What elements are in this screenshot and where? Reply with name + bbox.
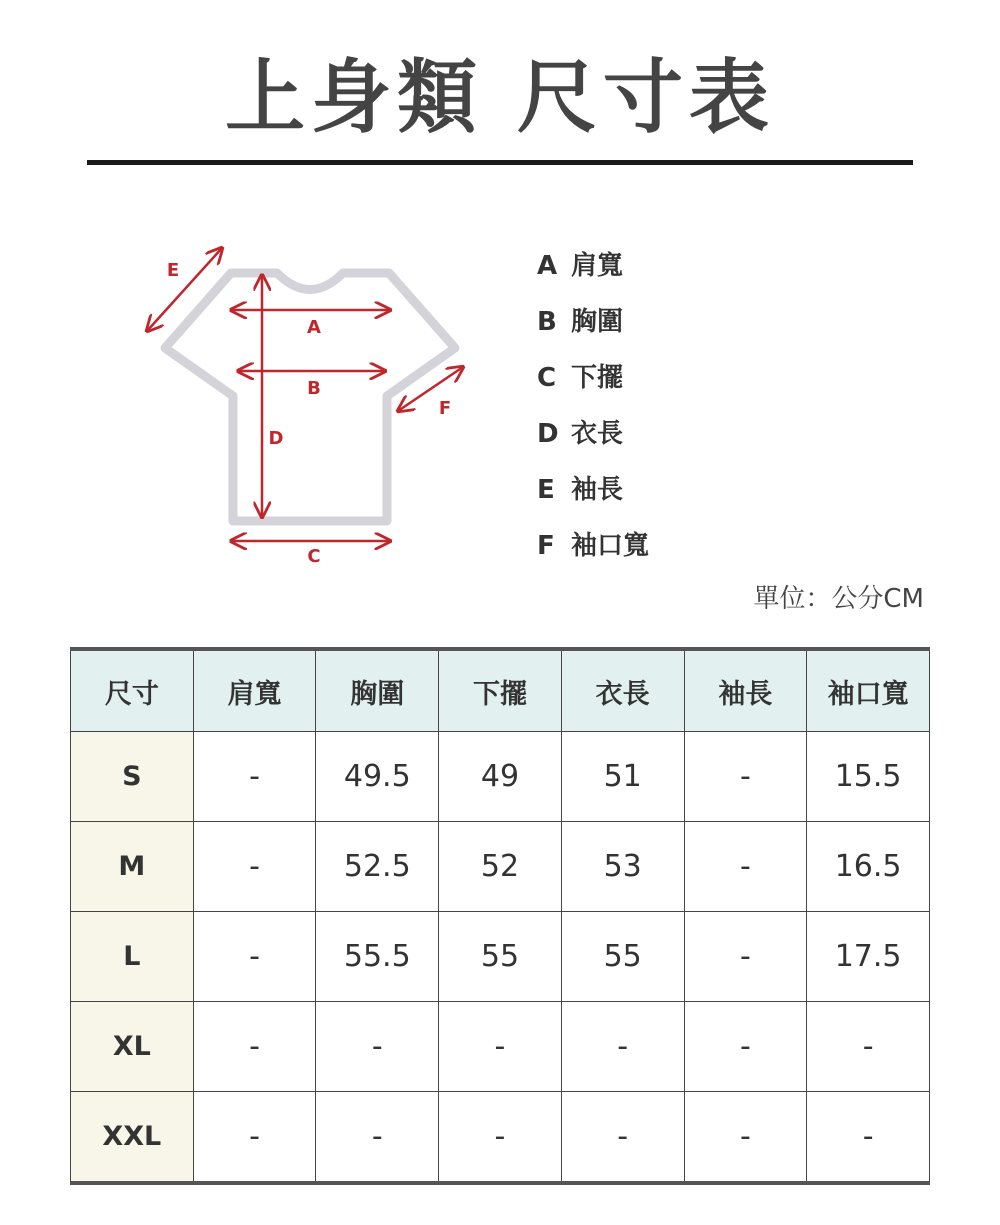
value-cell: 49.5 xyxy=(316,732,439,822)
label-c: C xyxy=(307,546,321,567)
value-cell: - xyxy=(193,822,316,912)
value-cell: 55.5 xyxy=(316,912,439,1002)
value-cell: - xyxy=(561,1002,684,1092)
value-cell: - xyxy=(439,1002,562,1092)
table-row xyxy=(71,1092,930,1184)
legend-item: C 下擺 xyxy=(537,363,624,393)
value-cell: 15.5 xyxy=(807,732,930,822)
size-cell: L xyxy=(71,912,194,1002)
value-cell: - xyxy=(193,1002,316,1092)
label-f: F xyxy=(438,398,452,419)
value-cell: - xyxy=(316,1002,439,1092)
value-cell: 51 xyxy=(561,732,684,822)
page-title: 上身類 尺寸表 xyxy=(225,51,775,144)
value-cell: - xyxy=(684,912,807,1002)
value-cell: 49 xyxy=(439,732,562,822)
label-a: A xyxy=(307,317,321,338)
header-cell: 胸圍 xyxy=(316,649,439,732)
value-cell: - xyxy=(684,822,807,912)
legend-item: D 衣長 xyxy=(537,419,624,449)
arrow-f xyxy=(398,367,463,411)
legend-item: A 肩寬 xyxy=(537,251,624,281)
table-row xyxy=(71,732,930,822)
size-table xyxy=(70,647,930,1185)
table-row xyxy=(71,1002,930,1092)
measurement-legend xyxy=(537,246,649,582)
value-cell: 55 xyxy=(439,912,562,1002)
value-cell: - xyxy=(684,732,807,822)
value-cell: - xyxy=(684,1002,807,1092)
value-cell: - xyxy=(439,1092,562,1184)
size-cell: M xyxy=(71,822,194,912)
header-cell: 袖口寬 xyxy=(807,649,930,732)
value-cell: - xyxy=(193,912,316,1002)
label-d: D xyxy=(268,428,284,449)
header-cell: 尺寸 xyxy=(71,649,194,732)
value-cell: - xyxy=(316,1092,439,1184)
value-cell: - xyxy=(561,1092,684,1184)
value-cell: - xyxy=(193,732,316,822)
table-row xyxy=(71,912,930,1002)
header-cell: 衣長 xyxy=(561,649,684,732)
table-header-row xyxy=(71,649,930,732)
value-cell: 16.5 xyxy=(807,822,930,912)
header-cell: 下擺 xyxy=(439,649,562,732)
header-cell: 袖長 xyxy=(684,649,807,732)
value-cell: 52 xyxy=(439,822,562,912)
value-cell: - xyxy=(684,1092,807,1184)
value-cell: 55 xyxy=(561,912,684,1002)
value-cell: - xyxy=(807,1092,930,1184)
size-cell: S xyxy=(71,732,194,822)
value-cell: 53 xyxy=(561,822,684,912)
unit-note: 單位：公分CM xyxy=(753,584,924,614)
legend-item: F 袖口寬 xyxy=(537,531,650,561)
tshirt-diagram xyxy=(135,238,475,568)
size-cell: XXL xyxy=(71,1092,194,1184)
value-cell: 52.5 xyxy=(316,822,439,912)
table-row xyxy=(71,822,930,912)
title-divider xyxy=(87,160,913,165)
size-cell: XL xyxy=(71,1002,194,1092)
legend-item: B 胸圍 xyxy=(537,307,624,337)
value-cell: 17.5 xyxy=(807,912,930,1002)
value-cell: - xyxy=(193,1092,316,1184)
label-b: B xyxy=(307,378,321,399)
value-cell: - xyxy=(807,1002,930,1092)
legend-item: E 袖長 xyxy=(537,475,624,505)
header-cell: 肩寬 xyxy=(193,649,316,732)
label-e: E xyxy=(166,260,180,281)
